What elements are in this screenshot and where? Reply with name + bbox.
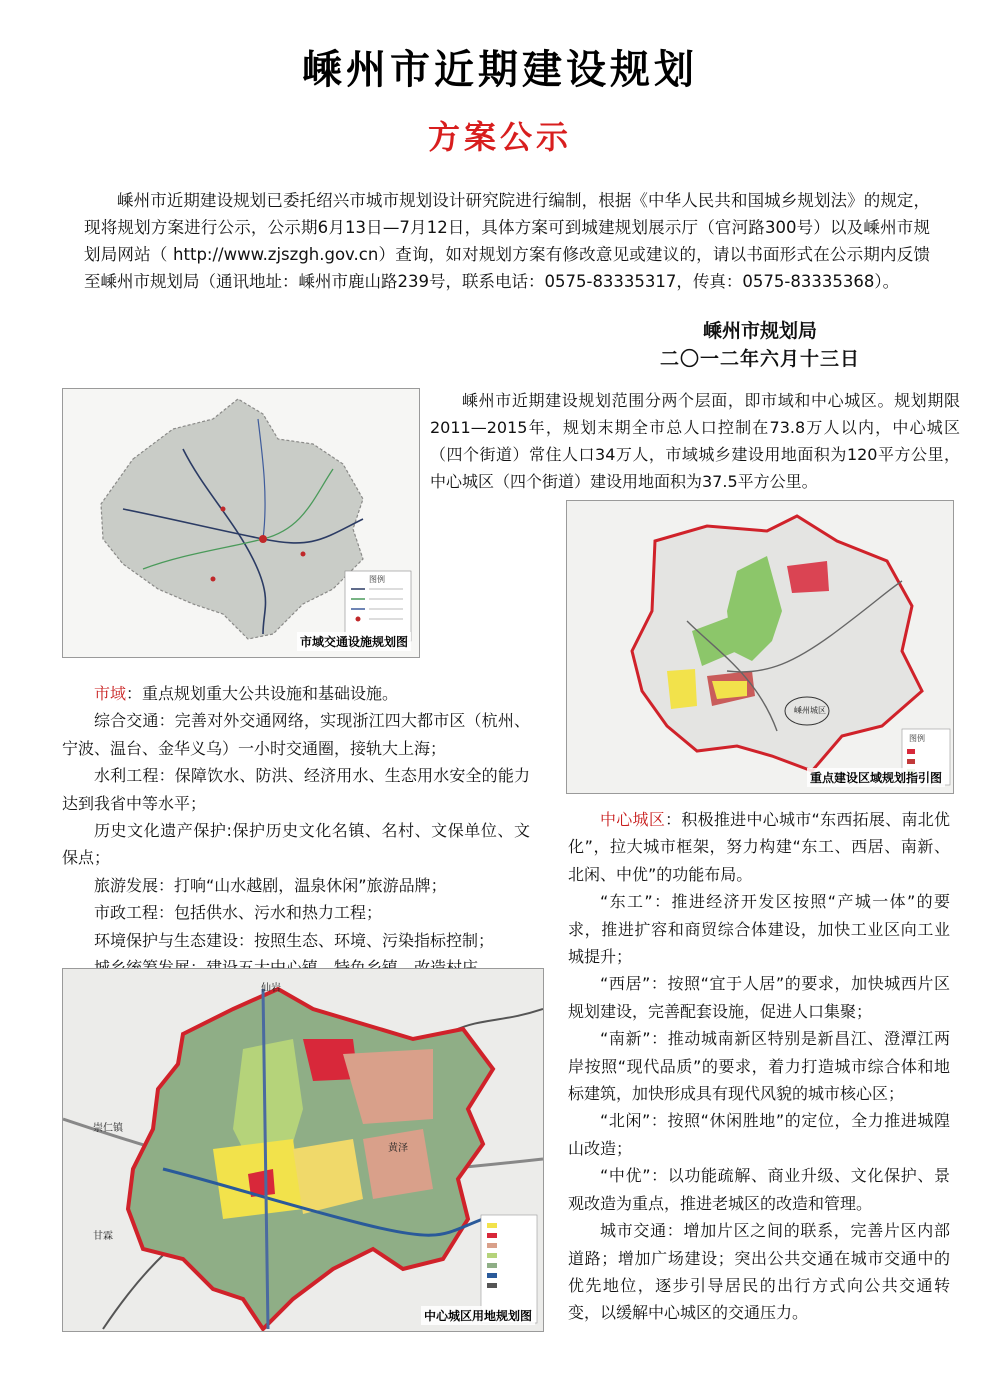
issue-date: 二〇一二年六月十三日 <box>659 348 860 370</box>
notice-paragraph <box>84 187 930 295</box>
city-region-item: 市政工程：包括供水、污水和热力工程； <box>94 903 383 923</box>
page-title: 嵊州市近期建设规划 <box>302 47 698 93</box>
city-region-heading: 市域 <box>94 684 127 703</box>
guide-area-label: 嵊州城区 <box>794 706 826 715</box>
plan-summary-text: 嵊州市近期建设规划范围分两个层面，即市域和中心城区。规划期限2011—2015年，规划末期全市总人口控制在73.8万人以内，中心城区（四个街道）常住人口34万人，市域城乡建设用地面积为120平方公里，中心城区（四个街道）建设用地面积为37.5平方公里。 <box>430 391 960 491</box>
place-label: 仙岩 <box>261 983 281 994</box>
transport-map-caption: 市域交通设施规划图 <box>297 632 411 651</box>
page-subtitle: 方案公示 <box>427 118 572 156</box>
center-city-item: “南新”：推动城南新区特别是新昌江、澄潭江两岸按照“现代品质”的要求，着力打造城市综合体和地标建筑，加快形成具有现代风貌的城市核心区； <box>568 1029 950 1104</box>
place-label: 甘霖 <box>93 1231 113 1242</box>
city-region-item: 旅游发展：打响“山水越剧，温泉休闲”旅游品牌； <box>94 875 447 895</box>
city-region-section <box>62 680 530 981</box>
center-city-heading: 中心城区 <box>600 810 666 829</box>
key-area-guide-map <box>566 500 954 794</box>
place-label: 黄泽 <box>388 1143 408 1154</box>
place-label: 崇仁镇 <box>93 1123 123 1134</box>
city-region-item: 环境保护与生态建设：按照生态、环境、污染指标控制； <box>94 930 495 950</box>
city-region-intro: ：重点规划重大公共设施和基础设施。 <box>126 684 399 703</box>
center-city-intro: ：积极推进中心城市“东西拓展、南北优化”，拉大城市框架，努力构建“东工、西居、南新、北闲、中优”的功能布局。 <box>568 810 950 884</box>
transport-plan-map <box>62 388 420 658</box>
notice-body: 嵊州市近期建设规划已委托绍兴市城市规划设计研究院进行编制，根据《中华人民共和国城乡规划法》的规定，现将规划方案进行公示，公示期6月13日—7月12日，具体方案可到城建规划展示厅（官河路300号）以及嵊州市规划局网站（ http://www.zjszgh.gov.cn）查询，如对规划方案有修改意见或建议的，请以书面形式在公示期内反馈至嵊州市规划局（通讯地址：嵊州市鹿山路239号，联系电话：0575-83335317，传真：0575-83335368）。 <box>84 191 930 291</box>
city-region-item: 历史文化遗产保护:保护历史文化名镇、名村、文保单位、文保点； <box>62 821 530 868</box>
city-region-item: 综合交通：完善对外交通网络，实现浙江四大都市区（杭州、宁波、温台、金华义乌）一小时交通圈，接轨大上海； <box>62 711 530 758</box>
center-city-item: “东工”：推进经济开发区按照“产城一体”的要求，推进扩容和商贸综合体建设，加快工业区向工业城提升； <box>568 892 950 967</box>
notice-signature <box>650 317 870 373</box>
guide-legend-title: 图例 <box>909 734 925 743</box>
transport-legend-title: 图例 <box>369 575 385 584</box>
center-city-section <box>568 806 950 1327</box>
transport-map-graphic <box>63 389 419 657</box>
center-city-item: 城市交通：增加片区之间的联系，完善片区内部道路；增加广场建设；突出公共交通在城市交通中的优先地位，逐步引导居民的出行方式向公共交通转变，以缓解中心城区的交通压力。 <box>568 1221 950 1323</box>
issuer-name: 嵊州市规划局 <box>702 320 817 342</box>
center-city-item: “西居”：按照“宜于人居”的要求，加快城西片区规划建设，完善配套设施，促进人口集聚； <box>568 974 950 1021</box>
landuse-map-caption: 中心城区用地规划图 <box>421 1306 535 1325</box>
land-use-plan-map <box>62 968 544 1332</box>
center-city-item: “北闲”：按照“休闲胜地”的定位，全力推进城隍山改造； <box>568 1111 950 1158</box>
guide-map-caption: 重点建设区域规划指引图 <box>807 768 945 787</box>
landuse-map-graphic <box>63 969 543 1331</box>
plan-summary <box>430 387 960 495</box>
center-city-item: “中优”：以功能疏解、商业升级、文化保护、景观改造为重点，推进老城区的改造和管理。 <box>568 1166 950 1213</box>
city-region-item: 水利工程：保障饮水、防洪、经济用水、生态用水安全的能力达到我省中等水平； <box>62 766 530 813</box>
guide-map-graphic <box>567 501 953 793</box>
